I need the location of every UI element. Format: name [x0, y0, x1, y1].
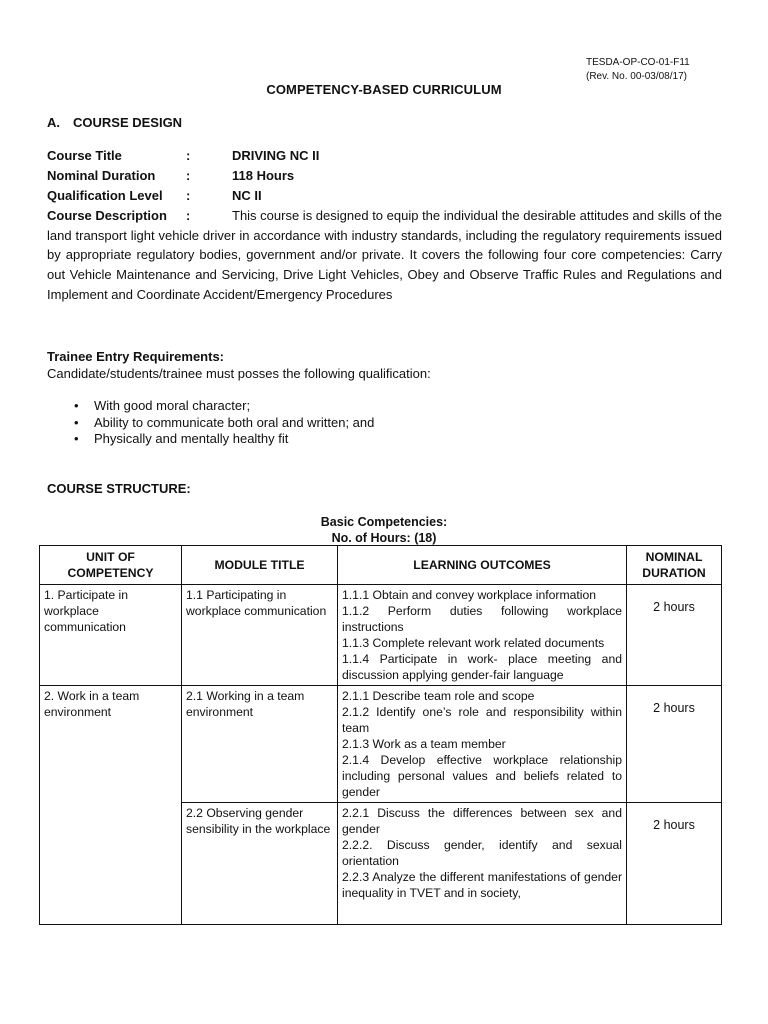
outcomes-clip	[342, 805, 622, 922]
header-learning-outcomes: LEARNING OUTCOMES	[338, 546, 627, 585]
nominal-duration-label: Nominal Duration	[47, 168, 156, 183]
unit-cell: 2. Work in a team environment	[40, 686, 182, 925]
list-item-text: Ability to communicate both oral and written; and	[94, 414, 375, 430]
bullet-icon: •	[74, 398, 79, 413]
header-module-title: MODULE TITLE	[182, 546, 338, 585]
list-item-text: With good moral character;	[94, 398, 251, 413]
separator: :	[186, 208, 191, 223]
nominal-duration-row	[47, 168, 294, 183]
module-cell: 1.1 Participating in workplace communication	[182, 585, 338, 686]
outcomes-cell	[338, 585, 627, 686]
separator: :	[186, 148, 191, 163]
entry-requirements-list	[74, 398, 374, 448]
table-row	[40, 686, 722, 803]
duration-cell	[627, 686, 722, 803]
header-nominal-duration: NOMINAL DURATION	[627, 546, 722, 585]
list-item-text: Physically and mentally healthy fit	[94, 431, 289, 446]
course-description-text: This course is designed to equip the individual the desirable attitudes and skills of the land transport light vehicle driver in accordance with industry standards, including the regulatory requirements issued by appropriate regulatory bodies, government and/or private. It covers the following four core competencies: Carry out Vehicle Maintenance and Servicing, Drive Light Vehicles, Obey and Observe Traffic Rules and Regulations and Implement and Coordinate Accident/Emergency Procedures	[47, 208, 722, 302]
entry-requirements-heading: Trainee Entry Requirements:	[47, 349, 224, 364]
separator: :	[186, 188, 191, 203]
header-unit-of-competency: UNIT OF COMPETENCY	[40, 546, 182, 585]
list-item	[74, 431, 374, 448]
duration-value: 2 hours	[653, 600, 695, 614]
basic-competencies-title: Basic Competencies:	[320, 515, 448, 529]
list-item	[74, 415, 374, 432]
module-cell: 2.2 Observing gender sensibility in the workplace	[182, 803, 338, 925]
outcomes-cell	[338, 803, 627, 925]
entry-requirements-text: Candidate/students/trainee must posses the following qualification:	[47, 366, 431, 381]
course-title-label: Course Title	[47, 148, 122, 163]
document-code	[586, 56, 690, 84]
nominal-duration-value: 118 Hours	[232, 168, 295, 183]
separator: :	[186, 168, 191, 183]
duration-value: 2 hours	[653, 818, 695, 832]
learning-outcome: 1.1.3 Complete relevant work related documents	[342, 636, 605, 650]
bullet-icon: •	[74, 414, 79, 430]
course-title-row	[47, 148, 319, 163]
learning-outcome: 2.2.3 Analyze the different manifestations of gender inequality in TVET and in society,	[342, 870, 622, 900]
learning-outcome: 1.1.4 Participate in work- place meeting and discussion applying gender-fair language	[342, 652, 622, 682]
learning-outcome: 2.2.2. Discuss gender, identify and sexual orientation	[342, 838, 622, 868]
learning-outcome: 1.1.2 Perform duties following workplace instructions	[342, 604, 622, 634]
duration-cell	[627, 585, 722, 686]
form-code: TESDA-OP-CO-01-F11	[586, 57, 690, 68]
qualification-level-value: NC II	[232, 188, 262, 203]
course-title-value: DRIVING NC II	[232, 148, 320, 163]
section-heading-course-design	[47, 115, 182, 130]
table-header-row	[40, 546, 722, 585]
learning-outcome: 2.1.2 Identify one’s role and responsibility within team	[342, 705, 622, 735]
basic-competencies-heading	[0, 514, 768, 546]
module-cell: 2.1 Working in a team environment	[182, 686, 338, 803]
duration-cell	[627, 803, 722, 925]
page-title: COMPETENCY-BASED CURRICULUM	[266, 82, 502, 97]
qualification-level-label: Qualification Level	[47, 188, 163, 203]
qualification-level-row	[47, 188, 262, 203]
list-item	[74, 398, 374, 415]
course-description-label: Course Description	[47, 208, 167, 223]
learning-outcome: 2.1.4 Develop effective workplace relationship including personal values and beliefs related to gender	[342, 753, 622, 799]
course-description	[47, 206, 722, 305]
bullet-icon: •	[74, 431, 79, 446]
competency-table	[39, 545, 722, 925]
table-row	[40, 585, 722, 686]
learning-outcome: 1.1.1 Obtain and convey workplace information	[342, 588, 597, 602]
course-structure-heading: COURSE STRUCTURE:	[47, 481, 191, 496]
unit-cell: 1. Participate in workplace communication	[40, 585, 182, 686]
revision-number: (Rev. No. 00-03/08/17)	[586, 71, 687, 82]
learning-outcome: 2.2.1 Discuss the differences between sex and gender	[342, 806, 622, 836]
number-of-hours: No. of Hours: (18)	[331, 531, 437, 545]
learning-outcome: 2.1.3 Work as a team member	[342, 737, 506, 751]
section-number: A.	[47, 115, 60, 130]
learning-outcome: 2.1.1 Describe team role and scope	[342, 689, 535, 703]
outcomes-cell	[338, 686, 627, 803]
duration-value: 2 hours	[653, 701, 695, 715]
section-label: COURSE DESIGN	[73, 115, 183, 130]
